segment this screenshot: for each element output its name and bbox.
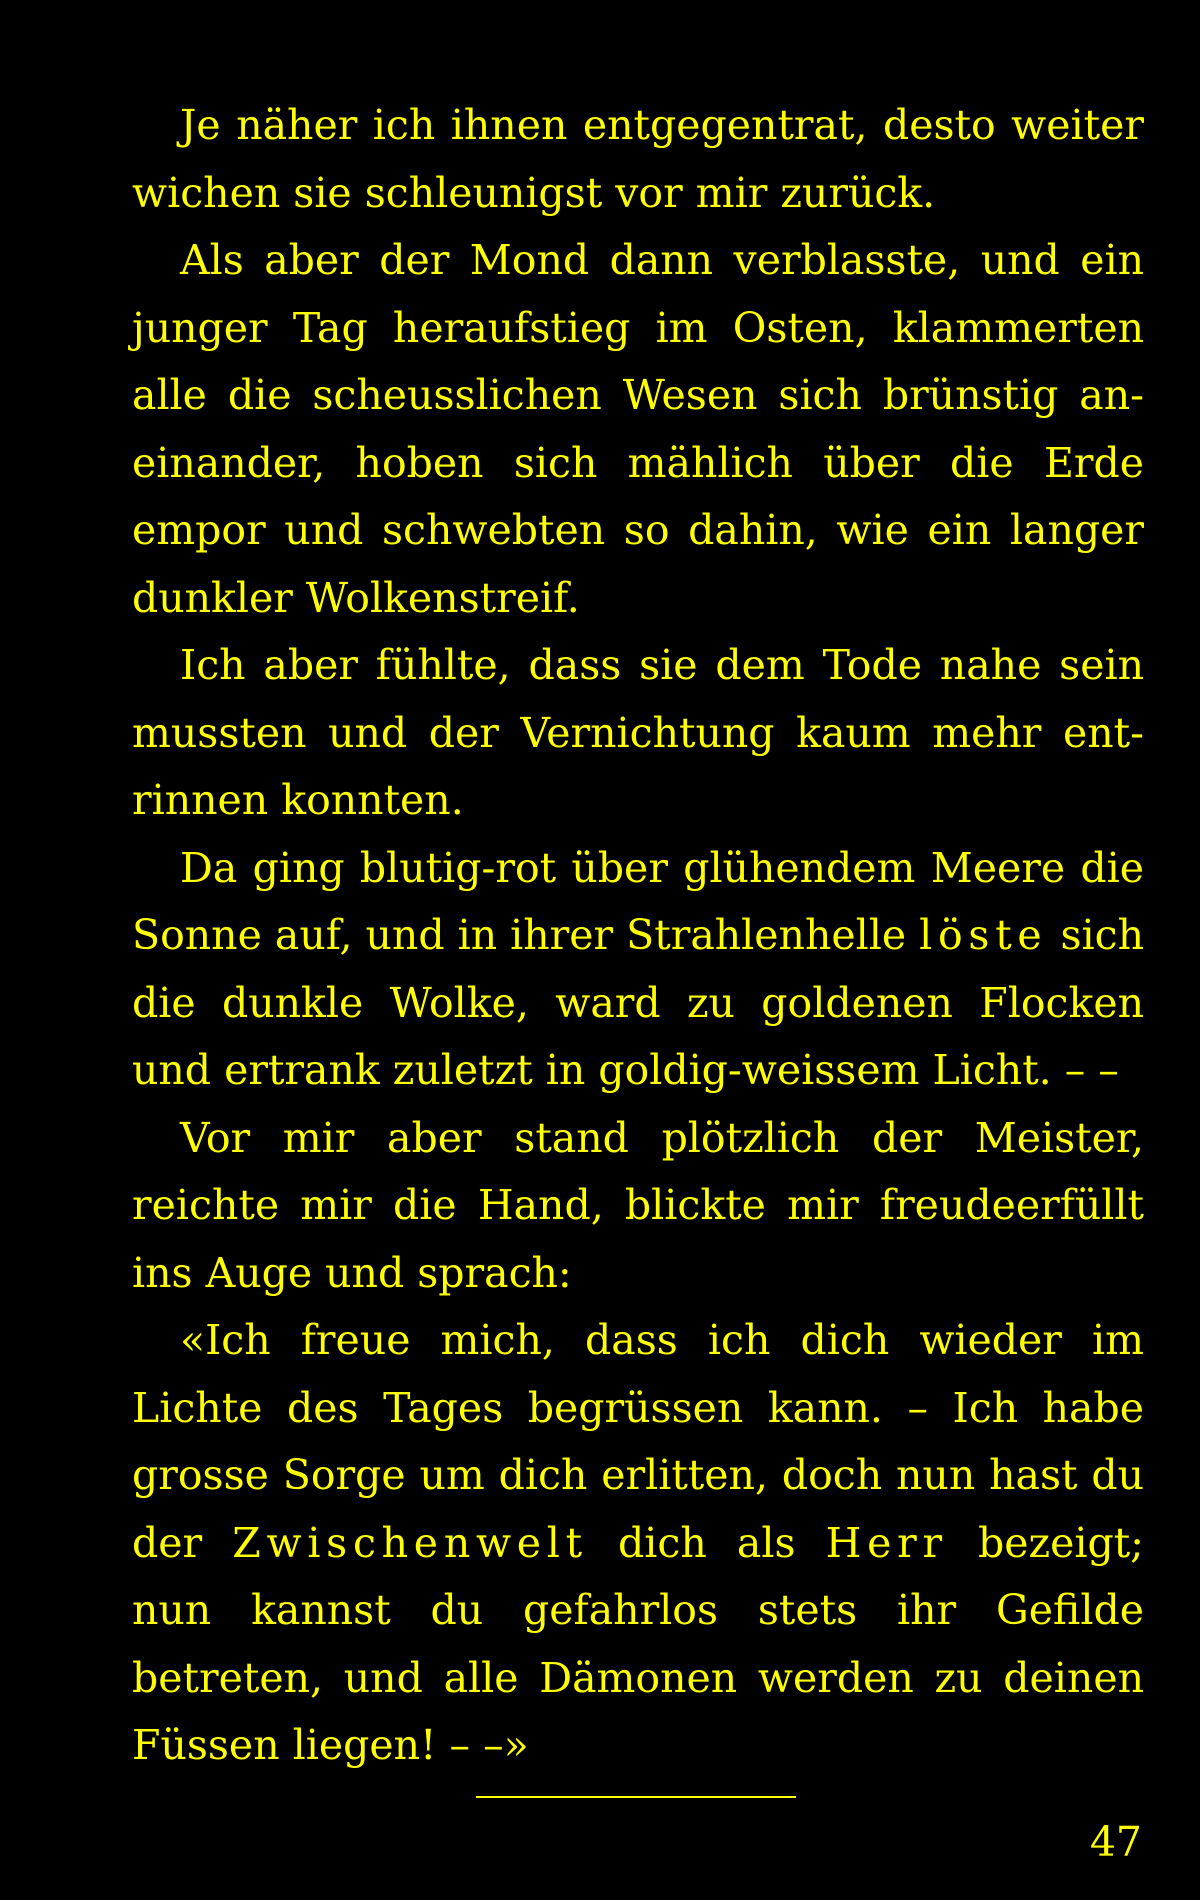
paragraph-4 xyxy=(132,835,1144,1105)
paragraph-5: Vor mir aber stand plötzlich der Meister, reichte mir die Hand, blickte mir freudeerfüllt ins Auge und sprach: xyxy=(132,1113,1144,1297)
closing-rule xyxy=(476,1796,796,1798)
emphasized-word-herr: Herr xyxy=(825,1518,948,1567)
page-number: 47 xyxy=(1089,1818,1142,1866)
emphasized-word-zwischenwelt: Zwischenwelt xyxy=(232,1518,588,1567)
emphasized-word-loeste: löste xyxy=(919,911,1048,959)
paragraph-3: Ich aber fühlte, dass sie dem Tode nahe sein mussten und der Vernichtung kaum mehr entrinnen konnten. xyxy=(132,641,1144,824)
paragraph-6-start: «Ich freue mich, dass ich dich wieder im Lichte des Tages begrüssen kann. – Ich habe grosse Sorge um dich erlitten, doch nun hast du der xyxy=(132,1316,1144,1567)
paragraph-6-middle: dich als xyxy=(587,1518,826,1567)
paragraph-2: Als aber der Mond dann verblasste, und ein junger Tag heraufstieg im Osten, klammerten alle die scheusslichen Wesen sich brünstig aneinander, hoben sich mählich über die Erde empor und schwebten so dahin, wie ein langer dunkler Wolkenstreif. xyxy=(132,236,1144,622)
paragraph-4-end: sich die dunkle Wolke, ward zu goldenen Flocken und ertrank zuletzt in goldig-weissem Licht. – – xyxy=(132,911,1144,1094)
paragraph-6-end: bezeigt; nun kannst du gefahrlos stets ihr Gefilde betreten, und alle Dämonen werden zu deinen Füssen liegen! – –» xyxy=(132,1518,1144,1769)
paragraph-6 xyxy=(132,1307,1144,1780)
paragraph-4-start: Da ging blutig-rot über glühendem Meere die Sonne auf, und in ihrer Strahlenhelle xyxy=(132,843,1144,959)
paragraph-1: Je näher ich ihnen entgegentrat, desto weiter wichen sie schleunigst vor mir zurück. xyxy=(132,101,1144,217)
body-text xyxy=(132,92,1144,1780)
